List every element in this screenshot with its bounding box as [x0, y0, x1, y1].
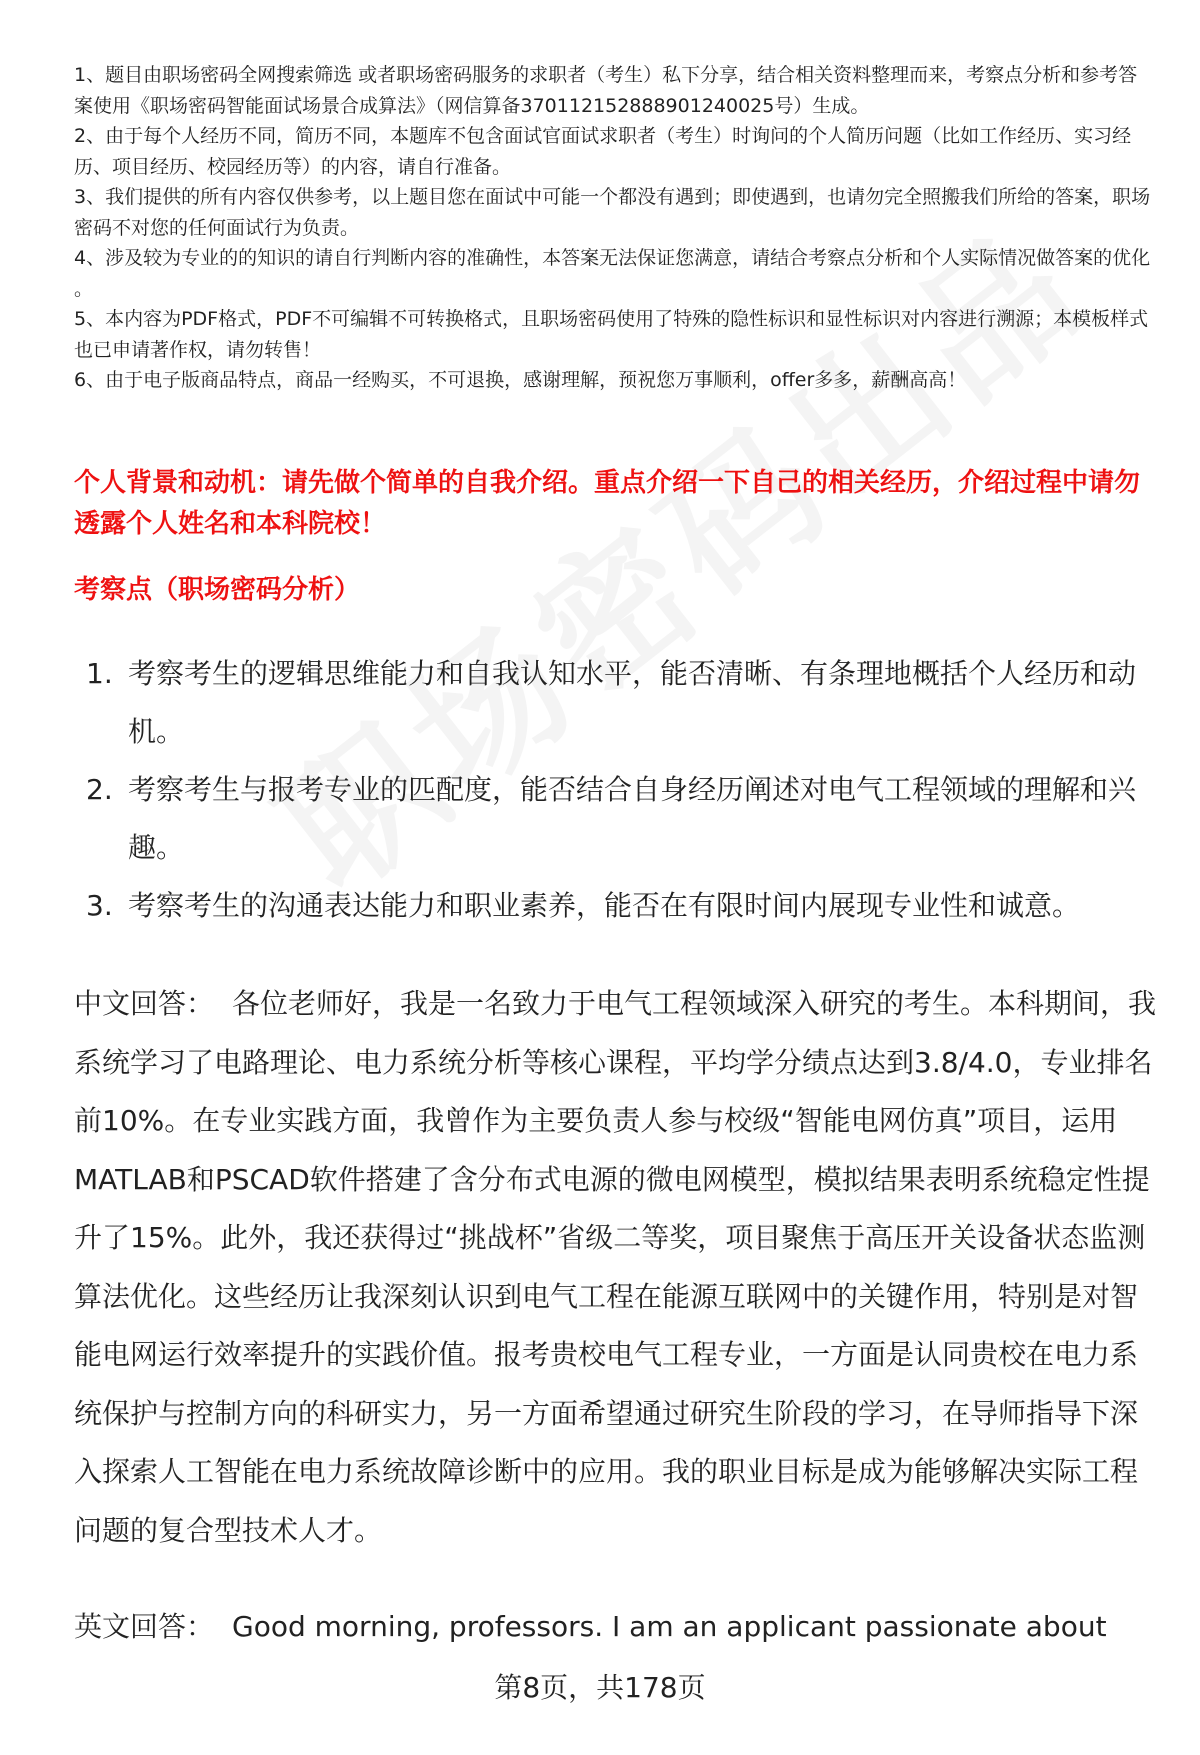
- list-number: 1.: [86, 657, 113, 690]
- english-answer-label: 英文回答：: [74, 1610, 215, 1643]
- note-item: 3、我们提供的所有内容仅供参考，以上题目您在面试中可能一个都没有遇到；即使遇到，也请勿完全照搬我们所给的答案，职场密码不对您的任何面试行为负责。: [74, 186, 1151, 239]
- list-item: [74, 645, 1154, 761]
- note-item: 5、本内容为PDF格式，PDF不可编辑不可转换格式，且职场密码使用了特殊的隐性标识和显性标识对内容进行溯源；本模板样式也已申请著作权，请勿转售！: [74, 308, 1149, 361]
- list-item: [74, 761, 1154, 877]
- list-item-text: 考察考生与报考专业的匹配度，能否结合自身经历阐述对电气工程领域的理解和兴趣。: [128, 773, 1137, 864]
- list-item: [74, 877, 1154, 935]
- interview-question: 个人背景和动机：请先做个简单的自我介绍。重点介绍一下自己的相关经历，介绍过程中请勿透露个人姓名和本科院校！: [74, 468, 1141, 539]
- analysis-heading: 考察点（职场密码分析）: [74, 575, 361, 605]
- note-item: 6、由于电子版商品特点，商品一经购买，不可退换，感谢理解，预祝您万事顺利，offer多多，薪酬高高！: [74, 369, 967, 391]
- analysis-points-list: [74, 645, 1154, 935]
- note-item: 2、由于每个人经历不同，简历不同，本题库不包含面试官面试求职者（考生）时询问的个人简历问题（比如工作经历、实习经历、项目经历、校园经历等）的内容，请自行准备。: [74, 125, 1132, 178]
- note-item: 1、题目由职场密码全网搜索筛选 或者职场密码服务的求职者（考生）私下分享，结合相关资料整理而来，考察点分析和参考答案使用《职场密码智能面试场景合成算法》（网信算备370112152888901240025号）生成。: [74, 64, 1138, 117]
- note-item: 4、涉及较为专业的的知识的请自行判断内容的准确性，本答案无法保证您满意，请结合考察点分析和个人实际情况做答案的优化 。: [74, 247, 1151, 300]
- list-number: 2.: [86, 773, 113, 806]
- list-item-text: 考察考生的逻辑思维能力和自我认知水平，能否清晰、有条理地概括个人经历和动机。: [128, 657, 1137, 748]
- english-answer-text: Good morning, professors. I am an applicant passionate about: [232, 1610, 1107, 1643]
- english-answer: [74, 1598, 1164, 1657]
- list-number: 3.: [86, 889, 113, 922]
- chinese-answer-label: 中文回答：: [74, 987, 215, 1020]
- chinese-answer-text: 各位老师好，我是一名致力于电气工程领域深入研究的考生。本科期间，我系统学习了电路理论、电力系统分析等核心课程，平均学分绩点达到3.8/4.0，专业排名前10%。在专业实践方面，我曾作为主要负责人参与校级“智能电网仿真”项目，运用MATLAB和PSCAD软件搭建了含分布式电源的微电网模型，模拟结果表明系统稳定性提升了15%。此外，我还获得过“挑战杯”省级二等奖，项目聚焦于高压开关设备状态监测算法优化。这些经历让我深刻认识到电气工程在能源互联网中的关键作用，特别是对智能电网运行效率提升的实践价值。报考贵校电气工程专业，一方面是认同贵校在电力系统保护与控制方向的科研实力，另一方面希望通过研究生阶段的学习，在导师指导下深入探索人工智能在电力系统故障诊断中的应用。我的职业目标是成为能够解决实际工程问题的复合型技术人才。: [74, 987, 1157, 1547]
- list-item-text: 考察考生的沟通表达能力和职业素养，能否在有限时间内展现专业性和诚意。: [128, 889, 1081, 922]
- disclaimer-notes: [74, 60, 1154, 396]
- page-number: 第8页，共178页: [494, 1671, 706, 1704]
- chinese-answer: [74, 975, 1164, 1560]
